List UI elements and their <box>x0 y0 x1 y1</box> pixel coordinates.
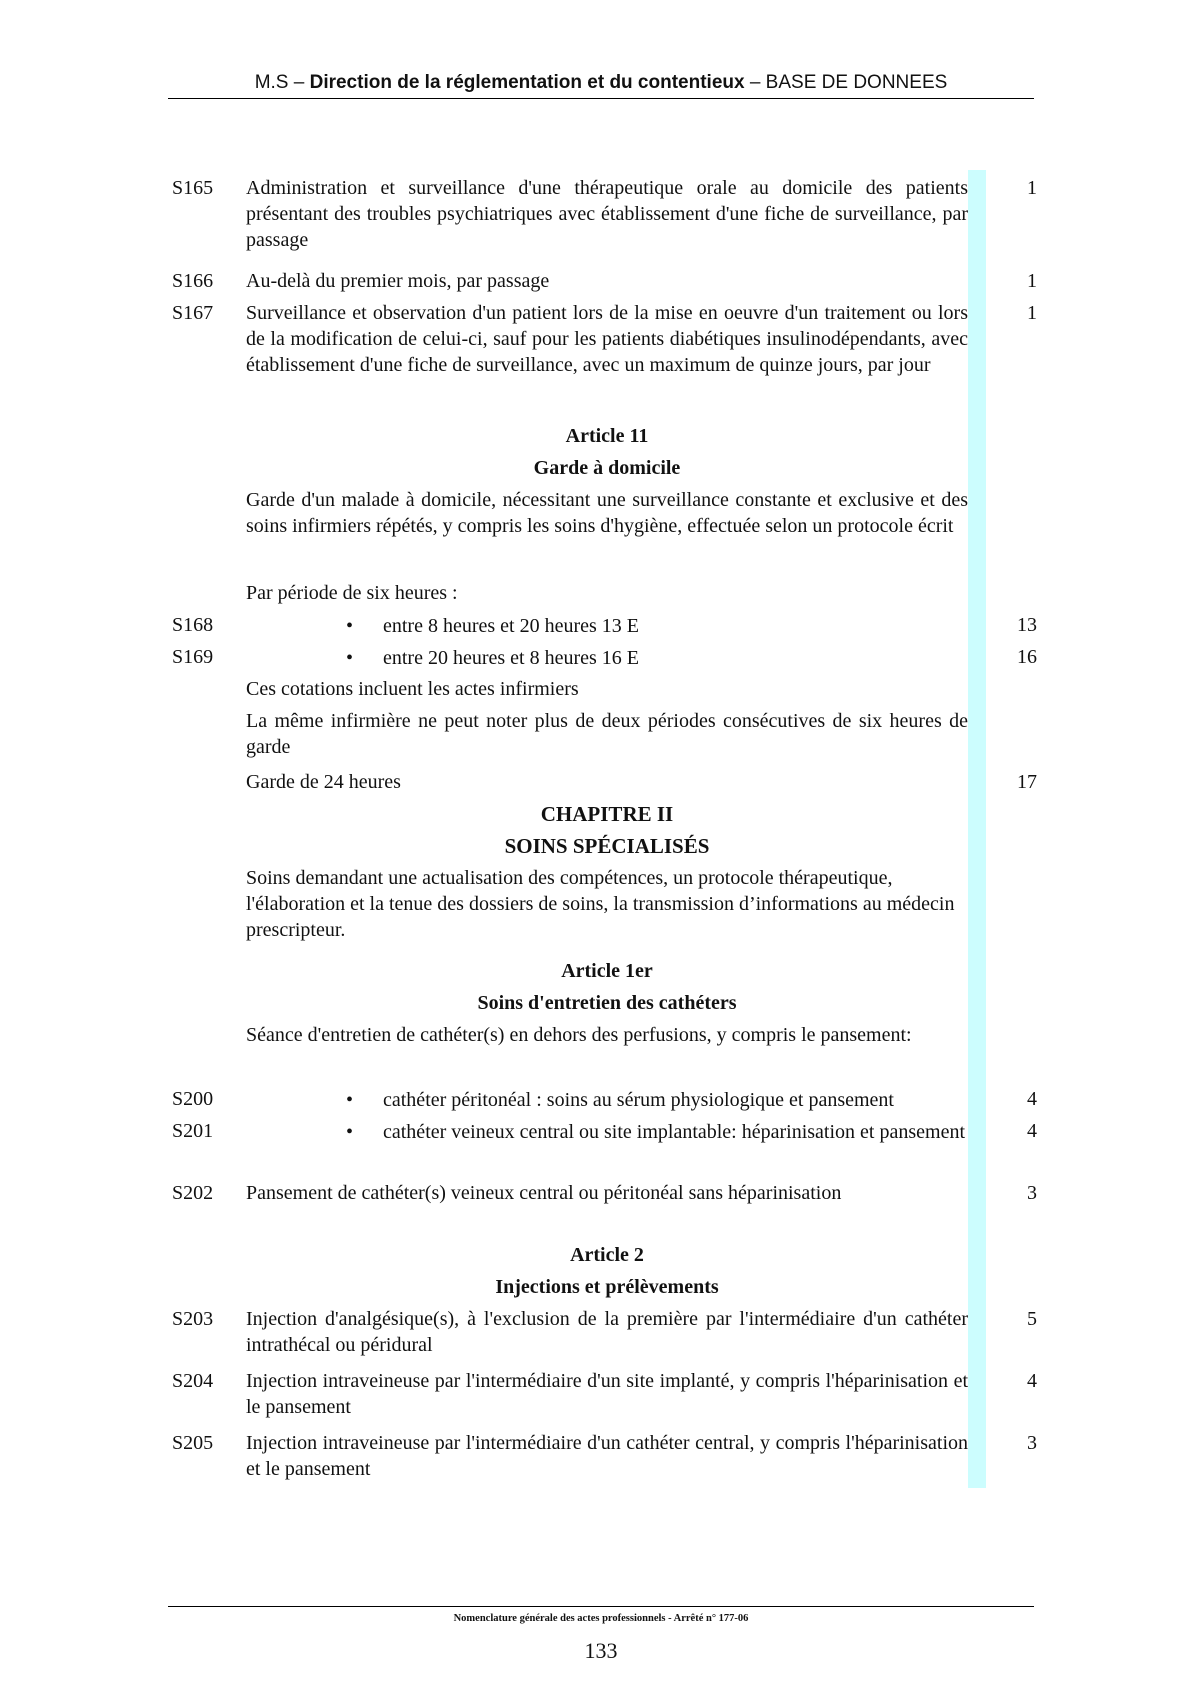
garde-24-label: Garde de 24 heures <box>246 771 401 793</box>
article-intro: Garde d'un malade à domicile, nécessitant une surveillance constante et exclusive et des soins infirmiers répétés, y compris les soins d'hygiène, effectuée selon un protocole écrit <box>246 489 968 537</box>
article-subtitle: Injections et prélèvements <box>495 1276 719 1298</box>
row-text: Injection intraveineuse par l'intermédiaire d'un site implanté, y compris l'héparinisation et le pansement <box>246 1370 968 1418</box>
note-text: Ces cotations incluent les actes infirmiers <box>246 678 579 700</box>
page-header <box>168 72 1034 94</box>
note-text: La même infirmière ne peut noter plus de deux périodes consécutives de six heures de garde <box>246 710 968 758</box>
chapter-title: CHAPITRE II <box>540 802 674 826</box>
row-value: 1 <box>1027 270 1037 292</box>
row-text: entre 8 heures et 20 heures 13 E <box>383 615 640 637</box>
row-code: S200 <box>172 1088 214 1110</box>
row-code: S168 <box>172 614 214 636</box>
row-code: S169 <box>172 646 214 668</box>
row-text: entre 20 heures et 8 heures 16 E <box>383 647 640 669</box>
row-text: Au-delà du premier mois, par passage <box>246 270 550 292</box>
article-intro: Séance d'entretien de cathéter(s) en dehors des perfusions, y compris le pansement: <box>246 1024 912 1046</box>
footer-rule <box>168 1606 1034 1607</box>
chapter-intro: Soins demandant une actualisation des compétences, un protocole thérapeutique, l'élaboration et la tenue des dossiers de soins, la transmission d’informations au médecin prescripteur. <box>246 867 955 941</box>
article-title: Article 2 <box>570 1244 644 1266</box>
article-subtitle: Garde à domicile <box>533 457 681 479</box>
footer-text: Nomenclature générale des actes professionnels - Arrêté n° 177-06 <box>453 1613 749 1624</box>
article-title: Article 11 <box>565 425 649 447</box>
bullet: • <box>346 615 354 637</box>
chapter-subtitle: SOINS SPÉCIALISÉS <box>504 834 710 858</box>
article-title: Article 1er <box>561 960 653 982</box>
bullet: • <box>346 647 354 669</box>
row-text: Administration et surveillance d'une thérapeutique orale au domicile des patients présentant des troubles psychiatriques avec établissement d'une fiche de surveillance, par passage <box>246 177 968 251</box>
bullet: • <box>346 1089 354 1111</box>
row-value: 4 <box>1027 1370 1037 1392</box>
margin-highlight-bar <box>968 170 986 1488</box>
row-text: Injection intraveineuse par l'intermédiaire d'un cathéter central, y compris l'héparinisation et le pansement <box>246 1432 968 1480</box>
header-suffix: – BASE DE DONNEES <box>744 72 948 93</box>
row-value: 4 <box>1027 1120 1037 1142</box>
row-code: S166 <box>172 270 214 292</box>
header-prefix: M.S – <box>254 72 310 93</box>
row-code: S202 <box>172 1182 214 1204</box>
article-subtitle: Soins d'entretien des cathéters <box>477 992 737 1014</box>
page-number: 133 <box>584 1638 618 1663</box>
row-value: 1 <box>1027 302 1037 324</box>
row-code: S205 <box>172 1432 214 1454</box>
row-value: 3 <box>1027 1432 1037 1454</box>
row-text: cathéter veineux central ou site implantable: héparinisation et pansement <box>383 1121 966 1143</box>
row-text: Surveillance et observation d'un patient lors de la mise en oeuvre d'un traitement ou lors de la modification de celui-ci, sauf pour les patients diabétiques insulinodépendants, avec établissement d'une fiche de surveillance, avec un maximum de quinze jours, par jour <box>246 302 968 376</box>
row-code: S201 <box>172 1120 214 1142</box>
row-code: S204 <box>172 1370 214 1392</box>
header-rule <box>168 98 1034 99</box>
period-label: Par période de six heures : <box>246 582 458 604</box>
row-code: S167 <box>172 302 214 324</box>
row-text: cathéter péritonéal : soins au sérum physiologique et pansement <box>383 1089 894 1111</box>
row-text: Pansement de cathéter(s) veineux central ou péritonéal sans héparinisation <box>246 1182 842 1204</box>
row-value: 1 <box>1027 177 1037 199</box>
row-value: 5 <box>1027 1308 1037 1330</box>
row-text: Injection d'analgésique(s), à l'exclusion de la première par l'intermédiaire d'un cathéter intrathécal ou péridural <box>246 1308 968 1356</box>
row-value: 3 <box>1027 1182 1037 1204</box>
row-code: S203 <box>172 1308 214 1330</box>
header-title: Direction de la réglementation et du contentieux <box>309 72 745 93</box>
row-value: 4 <box>1027 1088 1037 1110</box>
row-code: S165 <box>172 177 214 199</box>
row-value: 16 <box>1017 646 1037 668</box>
row-value: 13 <box>1017 614 1037 636</box>
row-value: 17 <box>1017 771 1037 793</box>
bullet: • <box>346 1121 354 1143</box>
